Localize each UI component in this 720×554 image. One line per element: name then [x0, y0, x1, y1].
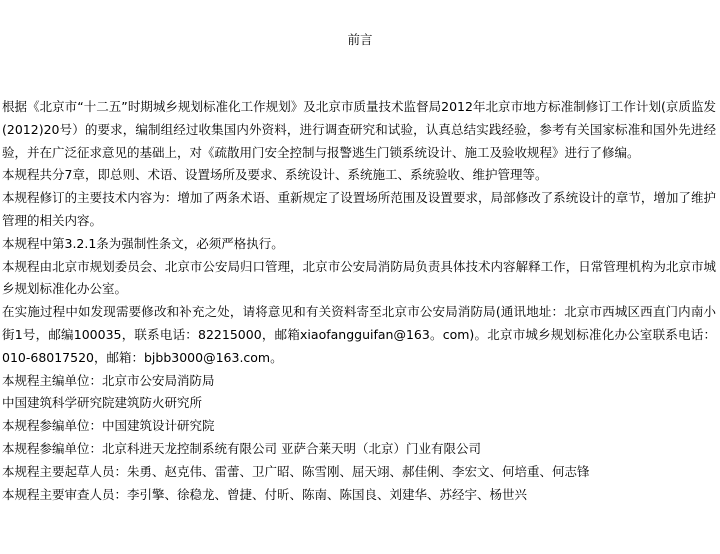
paragraph-participant-2: 本规程参编单位：北京科进天龙控制系统有限公司 亚萨合莱天明（北京）门业有限公司 — [2, 440, 481, 456]
paragraph-basis: 根据《北京市“十二五”时期城乡规划标准化工作规划》及北京市质量技术监督局2012年北京市地方标准制修订工作计划(京质监发(2012)20号）的要求，编制组经过收集国内外资料，进行调查研究和试验，认真总结实践经验，参考有关国家标准和国外先进经验，并在广泛征求意见的基础上，对《疏散用门安全控制与报警逃生门锁系统设计、施工及验收规程》进行了修编。 — [2, 99, 716, 160]
paragraph-participant-1: 本规程参编单位：中国建筑设计研究院 — [2, 418, 215, 434]
paragraph-chief-editor: 本规程主编单位：北京市公安局消防局 — [2, 372, 215, 388]
paragraph-reviewers: 本规程主要审查人员：李引擎、徐稳龙、曾捷、付昕、陈南、陈国良、刘建华、苏经宇、杨世兴 — [2, 486, 528, 502]
paragraph-chapters: 本规程共分7章，即总则、术语、设置场所及要求、系统设计、系统施工、系统验收、维护管理等。 — [2, 167, 548, 183]
page-title: 前言 — [347, 32, 373, 47]
paragraph-revisions: 本规程修订的主要技术内容为：增加了两条术语、重新规定了设置场所范围及设置要求，局部修改了系统设计的章节，增加了维护管理的相关内容。 — [2, 190, 716, 228]
paragraph-contact: 在实施过程中如发现需要修改和补充之处，请将意见和有关资料寄至北京市公安局消防局(通讯地址：北京市西城区西直门内南小街1号，邮编100035，联系电话：82215000，邮箱xiaofangguifan@163。com)。北京市城乡规划标准化办公室联系电话：010-68017520，邮箱：bjbb3000@163.com。 — [2, 304, 716, 365]
document-body — [2, 96, 716, 506]
paragraph-drafters: 本规程主要起草人员：朱勇、赵克伟、雷蕾、卫广昭、陈雪刚、屈天翊、郝佳俐、李宏文、何培重、何志锋 — [2, 463, 590, 479]
paragraph-chief-editor-2: 中国建筑科学研究院建筑防火研究所 — [2, 395, 203, 411]
paragraph-mandatory-clause: 本规程中第3.2.1条为强制性条文，必须严格执行。 — [2, 235, 284, 251]
paragraph-management: 本规程由北京市规划委员会、北京市公安局归口管理，北京市公安局消防局负责具体技术内容解释工作，日常管理机构为北京市城乡规划标准化办公室。 — [2, 258, 716, 297]
